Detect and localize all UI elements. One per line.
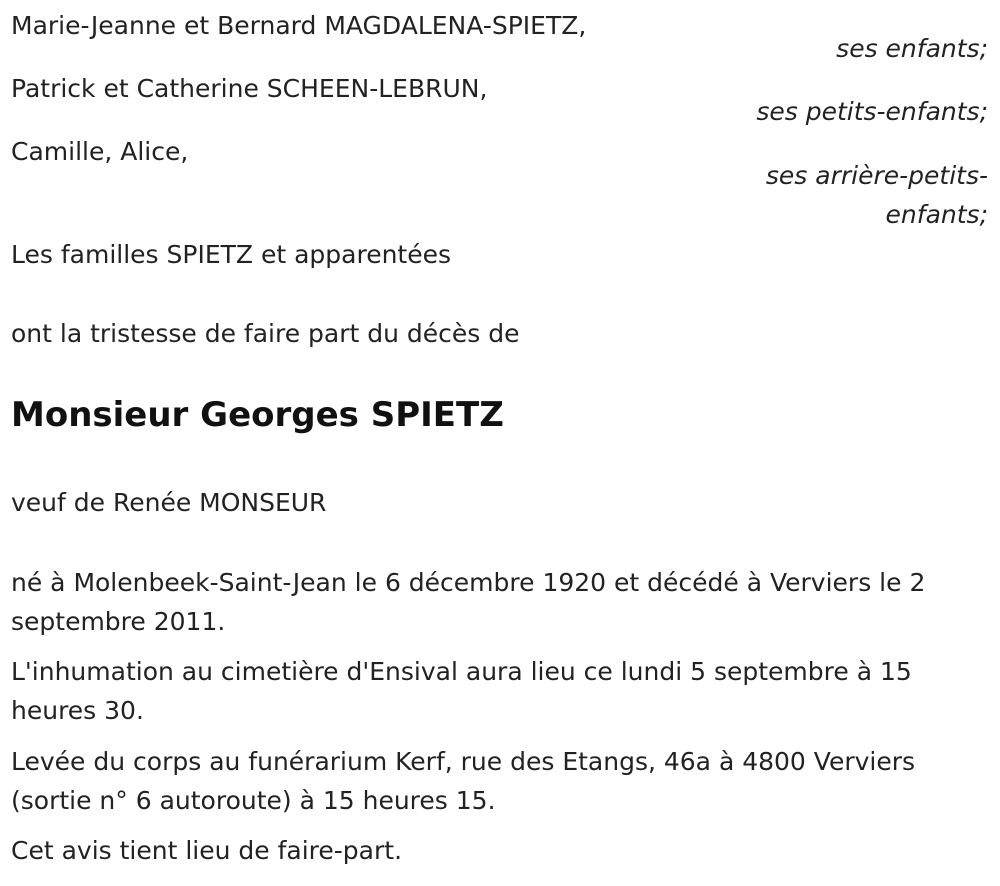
burial-line1: L'inhumation au cimetière d'Ensival aura lieu ce lundi 5 septembre à 15 <box>11 657 912 686</box>
children-names: Marie-Jeanne et Bernard MAGDALENA-SPIETZ, <box>11 11 587 40</box>
deceased-name: Monsieur Georges SPIETZ <box>11 395 504 435</box>
birth-death-line1: né à Molenbeek-Saint-Jean le 6 décembre 1920 et décédé à Verviers le 2 <box>11 568 926 597</box>
children-role: ses enfants; <box>836 34 988 63</box>
widower-of: veuf de Renée MONSEUR <box>11 488 327 517</box>
grandchildren-role: ses petits-enfants; <box>756 97 988 126</box>
birth-death-line2: septembre 2011. <box>11 607 226 636</box>
great-grandchildren-role-line2: enfants; <box>885 200 988 229</box>
wake-line1: Levée du corps au funérarium Kerf, rue des Etangs, 46a à 4800 Verviers <box>11 747 916 776</box>
grandchildren-names: Patrick et Catherine SCHEEN-LEBRUN, <box>11 74 488 103</box>
closing-note: Cet avis tient lieu de faire-part. <box>11 836 403 865</box>
great-grandchildren-role-line1: ses arrière-petits- <box>765 161 988 190</box>
burial-line2: heures 30. <box>11 696 144 725</box>
announcement: ont la tristesse de faire part du décès de <box>11 319 520 348</box>
great-grandchildren-names: Camille, Alice, <box>11 137 189 166</box>
wake-line2: (sortie n° 6 autoroute) à 15 heures 15. <box>11 786 496 815</box>
families-line: Les familles SPIETZ et apparentées <box>11 240 452 269</box>
